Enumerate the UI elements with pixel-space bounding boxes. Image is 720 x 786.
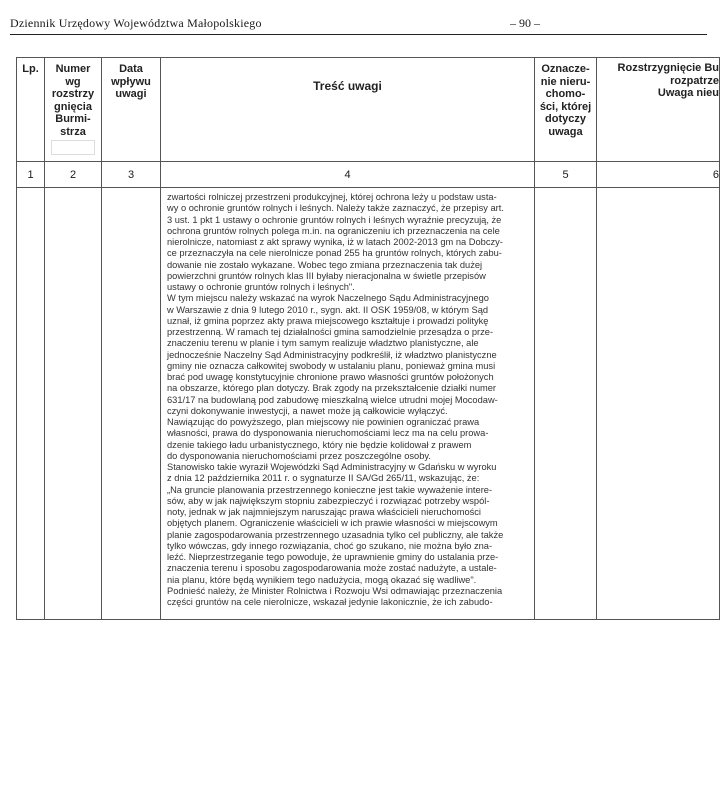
col-number-4: 4 — [161, 162, 535, 188]
page-number: – 90 – — [510, 16, 540, 30]
header-line: wg — [65, 75, 81, 88]
text-line: gminy nie oznacza całkowitej swobody w ustalaniu planu, ponieważ gmina musi — [167, 360, 496, 371]
header-line: Oznacze- — [541, 63, 590, 75]
cell-tresc — [161, 188, 535, 620]
text-line: znaczenia terenu i sposobu zagospodarowania może zostać nadużyte, a ustale- — [167, 563, 497, 574]
cell-oznaczenie — [535, 188, 597, 620]
header-line: chomo- — [545, 88, 586, 100]
text-line: W tym miejscu należy wskazać na wyrok Naczelnego Sądu Administracyjnego — [167, 293, 489, 304]
col-number-6: 6 — [597, 162, 720, 188]
text-line: przestrzenną. W ramach tej działalności gmina samodzielnie przesądza o prze- — [167, 327, 494, 337]
header-tresc-uwagi: Treść uwagi — [161, 58, 535, 162]
header-line: rozstrzy — [51, 88, 95, 100]
header-rule — [10, 34, 707, 35]
column-number-row — [17, 162, 720, 188]
text-line: objętych planem. Ograniczenie właścicieli w ich prawie własności w miejscowym — [167, 518, 498, 529]
header-oznaczenie — [535, 58, 597, 162]
page-header — [10, 14, 707, 34]
text-line: ce przeznaczyła na cele nierolnicze ponad 255 ha gruntów rolnych, których zabu- — [167, 248, 502, 259]
header-line: rozpatrze — [670, 74, 719, 87]
text-line: nierolnicze, natomiast z akt sprawy wynika, iż w latach 2002-2013 gm na Dobczy- — [167, 237, 503, 247]
text-line: czyni dokonywanie inwestycji, a nawet może ją całkowicie wyłączyć. — [167, 405, 448, 416]
header-rozstrzygniecie — [597, 58, 720, 162]
header-line: dotyczy — [545, 113, 586, 125]
header-numer — [45, 58, 102, 162]
text-line: znaczeniu terenu w planie i tym samym realizuje władztwo planistyczne, ale — [167, 338, 479, 349]
text-line: do dysponowania nieruchomościami przez poszczególne osoby. — [167, 450, 431, 461]
col-number-3: 3 — [102, 162, 161, 188]
text-line: w Warszawie z dnia 9 lutego 2010 r., sygn. akt. II OSK 1959/08, w którym Sąd — [167, 304, 489, 315]
text-line: powierzchni gruntów rolnych klas III byłaby nieracjonalna w świetle przepisów — [167, 270, 486, 281]
col-number-5: 5 — [535, 162, 597, 188]
header-line: wpływu — [111, 75, 151, 88]
text-line: noty, jednak w jak najmniejszym naruszając prawa właścicieli nieruchomości — [167, 507, 481, 517]
text-line: uznał, iż gmina poprzez akty prawa miejscowego kształtuje i prowadzi politykę — [167, 315, 489, 326]
header-lp: Lp. — [17, 58, 45, 162]
text-line: ochrona gruntów rolnych polega m.in. na ograniczeniu ich przeznaczenia na cele — [167, 225, 500, 236]
header-line: gnięcia — [54, 100, 92, 113]
col-number-2: 2 — [45, 162, 102, 188]
header-line: nie nieru- — [540, 75, 591, 88]
header-line: Numer — [55, 63, 91, 75]
text-line: planie zagospodarowania przestrzennego uzasadnia tylko cel publiczny, ale także — [167, 529, 504, 540]
text-line: tylko wówczas, gdy innego rozwiązania, choć go szukano, nie można było zna- — [167, 540, 493, 551]
header-line: Uwaga nieu — [657, 87, 719, 99]
text-line: Nawiązując do powyższego, plan miejscowy nie powinien ograniczać prawa — [167, 417, 480, 427]
redaction-box — [51, 140, 95, 155]
header-line: Data — [119, 63, 143, 75]
col-number-1: 1 — [17, 162, 45, 188]
text-line: Podnieść należy, że Minister Rolnictwa i Rozwoju Wsi odmawiając przeznaczenia — [167, 585, 503, 596]
text-line: na obszarze, którego plan dotyczy. Brak zgody na przekształcenie działki numer — [167, 383, 496, 394]
text-line: własności, prawa do dysponowania nieruchomościami lecz ma na celu prowa- — [167, 428, 489, 439]
header-line: strza — [60, 125, 86, 138]
cell-rozstrzygniecie — [597, 188, 720, 620]
table-header-row — [17, 58, 720, 162]
text-line: Stanowisko takie wyraził Wojewódzki Sąd Administracyjny w Gdańsku w wyroku — [167, 462, 497, 472]
text-line: wy o ochronie gruntów rolnych i leśnych. Należy także zaznaczyć, że przepisy art. — [167, 203, 504, 214]
text-line: z dnia 12 października 2011 r. o sygnaturze II SA/Gd 265/11, wskazując, że: — [167, 473, 480, 484]
remark-text — [161, 188, 534, 608]
table-row — [17, 188, 720, 620]
text-line: części gruntów na cele nierolnicze, wskazał jedynie lakonicznie, że ich zabudo- — [167, 597, 493, 607]
text-line: dzenie takiego ładu urbanistycznego, który nie będzie kolidował z prawem — [167, 439, 472, 450]
cell-data — [102, 188, 161, 620]
header-line: uwagi — [115, 88, 147, 100]
header-data-wplywu — [102, 58, 161, 162]
text-line: brać pod uwagę konstytucyjnie chronione prawo własności gruntów położonych — [167, 372, 494, 382]
text-line: leźć. Nieprzestrzeganie tego powoduje, że uprawnienie gminy do ustalania prze- — [167, 552, 499, 562]
cell-numer — [45, 188, 102, 620]
text-line: „Na gruncie planowania przestrzennego konieczne jest takie wyważenie intere- — [167, 484, 493, 495]
header-line: ści, której — [539, 100, 592, 113]
journal-title: Dziennik Urzędowy Województwa Małopolskiego — [10, 16, 262, 30]
header-line: Burmi- — [55, 113, 91, 125]
header-line: uwaga — [548, 125, 583, 138]
text-line: zwartości rolniczej przestrzeni produkcyjnej, której ochrona leży u podstaw usta- — [167, 192, 497, 202]
text-line: jednocześnie Naczelny Sąd Administracyjny podkreślił, iż władztwo planistyczne — [167, 349, 497, 360]
cell-lp — [17, 188, 45, 620]
text-line: 3 ust. 1 pkt 1 ustawy o ochronie gruntów rolnych i leśnych wyraźnie precyzują, że — [167, 214, 502, 225]
text-line: nia planu, które będą wynikiem tego nadużycia, mogą okazać się wadliwe". — [167, 574, 477, 585]
header-line: Rozstrzygnięcie Bu — [617, 62, 719, 74]
remarks-table — [16, 57, 720, 620]
text-line: ustawy o ochronie gruntów rolnych i leśnych". — [167, 282, 355, 292]
text-line: 631/17 na budowlaną pod zabudowę mieszkalną wielce utrudni mojej Mocodaw- — [167, 394, 498, 405]
text-line: sów, aby w jak największym stopniu zabezpieczyć i rozwiązać potrzeby wspól- — [167, 495, 490, 506]
text-line: dowanie nie zostało wykazane. Wobec tego zmiana przeznaczenia tak dużej — [167, 259, 483, 270]
